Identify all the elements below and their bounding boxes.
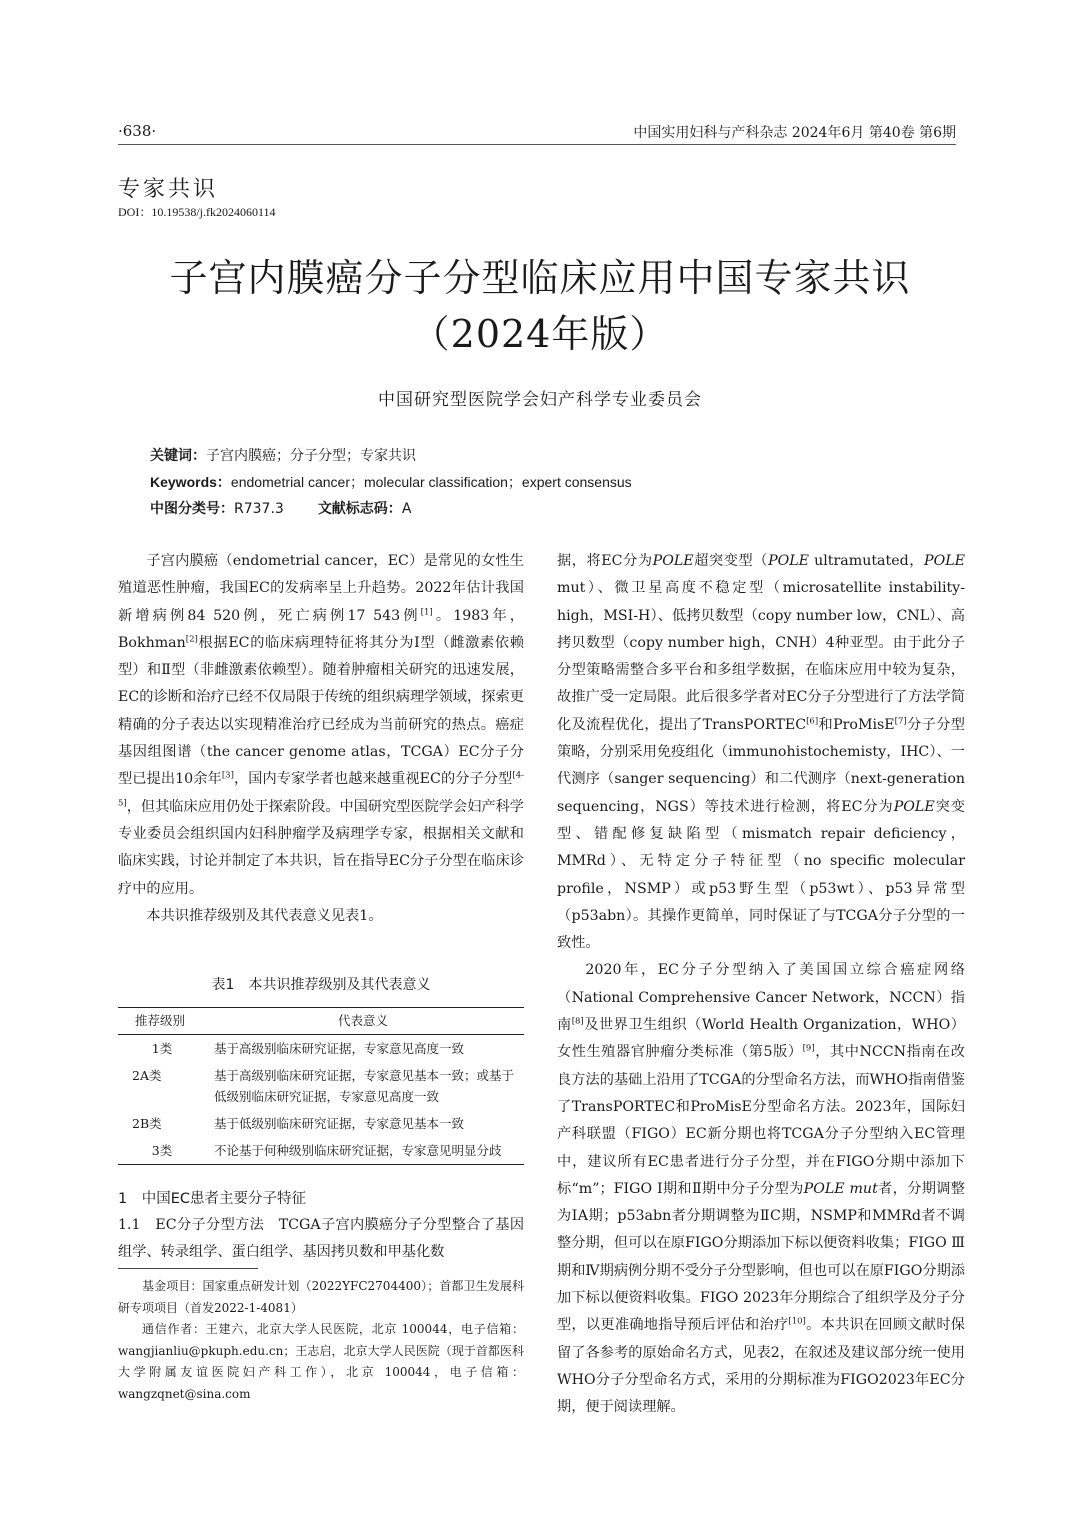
journal-header: 中国实用妇科与产科杂志 2024年6月 第40卷 第6期: [633, 125, 956, 141]
article-title: [0, 250, 1080, 362]
subsection-1-1-text: TCGA子宫内膜癌分子分型整合了基因组学、转录组学、蛋白组学、基因拷贝数和甲基化数: [118, 1217, 525, 1261]
title-line-2: （2024年版）: [411, 312, 669, 356]
page-number: ·638·: [118, 122, 157, 140]
table-row: [118, 1137, 524, 1165]
section-1-heading: 1 中国EC患者主要分子特征: [118, 1191, 307, 1207]
row-meaning: 基于高级别临床研究证据，专家意见基本一致；或基于低级别临床研究证据，专家意见高度一致: [214, 1068, 515, 1104]
table-header-level: 推荐级别: [118, 1008, 202, 1035]
keywords-cn: [150, 445, 416, 465]
row-meaning: 基于低级别临床研究证据，专家意见基本一致: [214, 1116, 465, 1131]
row-meaning: 基于高级别临床研究证据，专家意见高度一致: [214, 1041, 465, 1056]
citation[interactable]: [4-5]: [118, 770, 524, 808]
funding-note: 基金项目：国家重点研发计划（2022YFC2704400）；首都卫生发展科研专项项目（首发2022-1-4081）: [118, 1279, 524, 1315]
table-row: [118, 1110, 524, 1137]
doc-code-value: A: [401, 501, 412, 517]
table-row: [118, 1062, 524, 1110]
row-meaning: 不论基于何种级别临床研究证据，专家意见明显分歧: [202, 1137, 524, 1165]
left-column: [118, 548, 524, 930]
right-column: [557, 548, 965, 1422]
table-header-meaning: 代表意义: [202, 1008, 524, 1035]
keywords-cn-value: 子宫内膜癌；分子分型；专家共识: [206, 448, 416, 464]
citation[interactable]: [2]: [185, 634, 198, 645]
subsection-1-1: [118, 1212, 524, 1267]
figo-paragraph: 2020年，EC分子分型纳入了美国国立综合癌症网络（National Comprehensive Cancer Network，NCCN）指南[8]及世界卫生组织（World Health Organization，WHO）女性生殖器官肿瘤分类标准（第5版）[9]，其中NCCN指南在改良方法的基础上沿用了TCGA的分型命名方法，而WHO指南借鉴了TransPORTEC和ProMisE分型命名方法。2023年，国际妇产科联盟（FIGO）EC新分期也将TCGA分子分型纳入EC管理中，建议所有EC患者进行分子分型，并在FIGO分期中添加下标“m”；FIGO Ⅰ期和Ⅱ期中分子分型为POLE mut者，分期调整为ⅠA期；p53abn者分期调整为ⅡC期，NSMP和MMRd者不调整分期，但可以在原FIGO分期添加下标以便资料收集；FIGO Ⅲ期和Ⅳ期病例分期不受分子分型影响，但也可以在原FIGO分期添加下标以便资料收集。FIGO 2023年分期综合了组织学及分子分型，以更准确地指导预后评估和治疗[10]。本共识在回顾文献时保留了各参考的原始命名方式，见表2，在叙述及建议部分统一使用WHO分子分型命名方式，采用的分期标准为FIGO2023年EC分期，便于阅读理解。: [557, 962, 965, 1416]
subsection-1-1-heading: 1.1 EC分子分型方法: [118, 1217, 265, 1233]
intro-paragraph: 子宫内膜癌（endometrial cancer，EC）是常见的女性生殖道恶性肿瘤，我国EC的发病率呈上升趋势。2022年估计我国新增病例84 520例，死亡病例17 543例[1]。1983年，Bokhman[2]根据EC的临床病理特征将其分为Ⅰ型（雌激素依赖型）和Ⅱ型（非雌激素依赖型）。随着肿瘤相关研究的迅速发展，EC的诊断和治疗已经不仅局限于传统的组织病理学领域，探索更精确的分子表达以实现精准治疗已经成为当前研究的热点。癌症基因组图谱（the cancer genome atlas，TCGA）EC分子分型已提出10余年[3]，国内专家学者也越来越重视EC的分子分型[4-5]，但其临床应用仍处于探索阶段。中国研究型医院学会妇产科学专业委员会组织国内妇科肿瘤学及病理学专家，根据相关文献和临床实践，讨论并制定了本共识，旨在指导EC分子分型在临床诊疗中的应用。: [118, 553, 524, 897]
doc-code-label: 文献标志码：: [317, 501, 402, 517]
continued-paragraph: 据，将EC分为POLE超突变型（POLE ultramutated，POLE mut）、微卫星高度不稳定型（microsatellite instability-high，MSI-H）、低拷贝数型（copy number low，CNL）、高拷贝数型（copy number high，CNH）4种亚型。由于此分子分型策略需整合多平台和多组学数据，在临床应用中较为复杂，故推广受一定局限。此后很多学者对EC分子分型进行了方法学简化及流程优化，提出了TransPORTEC[6]和ProMisE[7]分子分型策略，分别采用免疫组化（immunohistochemisty，IHC）、一代测序（sanger sequencing）和二代测序（next-generation sequencing，NGS）等技术进行检测，将EC分为POLE突变型、错配修复缺陷型（mismatch repair deficiency，MMRd）、无特定分子特征型（no specific molecular profile，NSMP）或p53野生型（p53wt）、p53异常型（p53abn）。其操作更简单，同时保证了与TCGA分子分型的一致性。: [557, 553, 965, 952]
table-reference-paragraph: 本共识推荐级别及其代表意义见表1。: [146, 907, 383, 924]
correspondence-note: 通信作者：王建六，北京大学人民医院，北京 100044，电子信箱：wangjianliu@pkuph.edu.cn；王志启，北京大学人民医院（现于首都医科大学附属友谊医院妇产科工作），北京 100044，电子信箱：wangzqnet@sina.com: [118, 1322, 524, 1401]
classification-line: [150, 498, 411, 518]
keywords-cn-label: 关键词：: [150, 448, 206, 464]
citation[interactable]: [9]: [802, 1043, 815, 1054]
title-line-1: 子宫内膜癌分子分型临床应用中国专家共识: [169, 256, 911, 300]
clc-label: 中图分类号：: [150, 501, 234, 517]
citation[interactable]: [7]: [894, 716, 907, 727]
citation[interactable]: [3]: [221, 770, 234, 781]
section-label: 专家共识: [118, 177, 219, 202]
row-level: 3类: [118, 1137, 202, 1165]
row-level: 2A类: [132, 1068, 162, 1083]
keywords-en: [150, 472, 632, 492]
row-level: 1类: [151, 1041, 173, 1056]
author-organization: 中国研究型医院学会妇产科学专业委员会: [378, 390, 702, 410]
row-level: 2B类: [132, 1116, 162, 1131]
footnote-rule: [118, 1268, 258, 1269]
clc-value: R737.3: [234, 501, 284, 517]
citation[interactable]: [8]: [571, 1016, 584, 1027]
citation[interactable]: [1]: [420, 606, 433, 617]
footnotes: [118, 1276, 524, 1405]
citation[interactable]: [6]: [806, 716, 819, 727]
keywords-en-label: Keywords：: [150, 474, 231, 490]
citation[interactable]: [10]: [788, 1316, 806, 1327]
header-rule: [118, 144, 956, 145]
recommendation-table: [118, 1007, 524, 1165]
table-caption: 表1 本共识推荐级别及其代表意义: [211, 977, 431, 993]
table-row: [118, 1035, 524, 1063]
doi[interactable]: DOI：10.19538/j.fk2024060114: [118, 205, 276, 219]
keywords-en-value: endometrial cancer；molecular classification；expert consensus: [230, 474, 632, 490]
